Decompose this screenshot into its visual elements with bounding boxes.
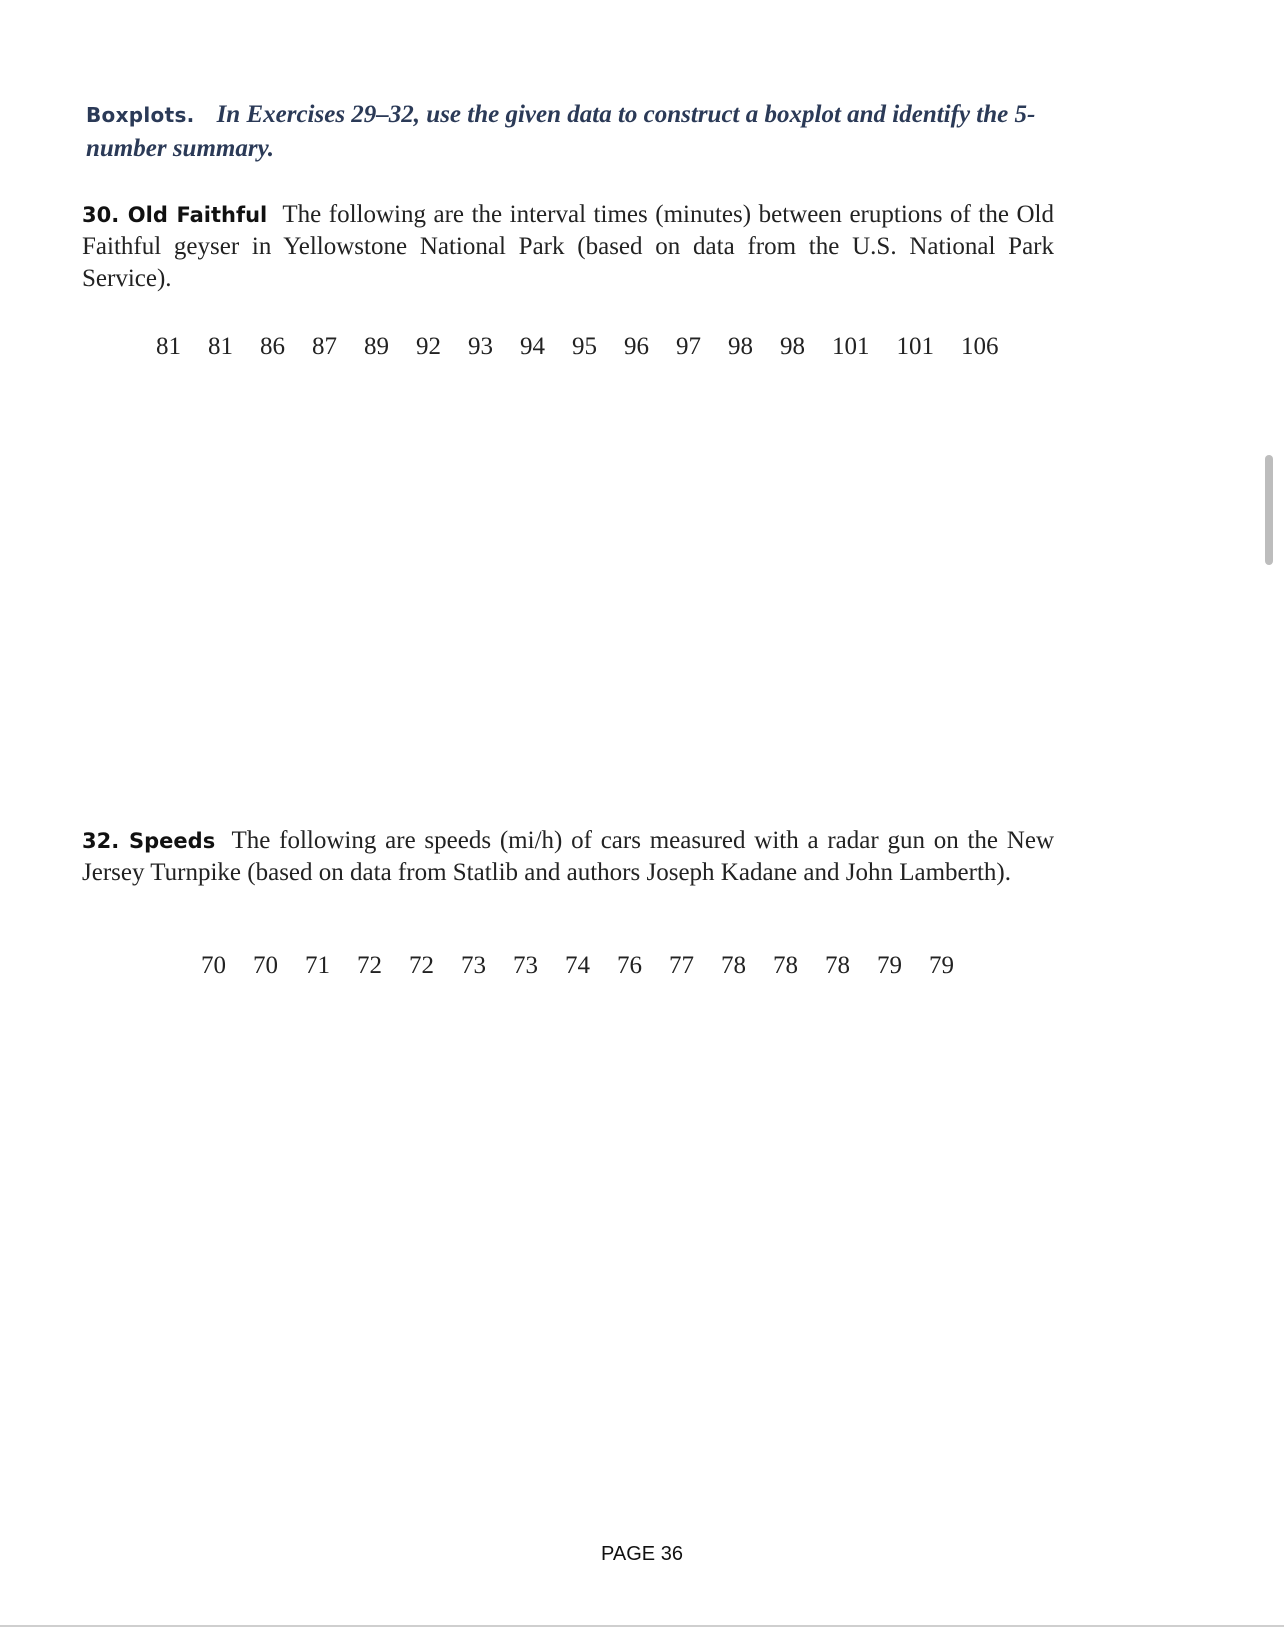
- data-value: 76: [617, 952, 642, 979]
- data-value: 72: [357, 952, 382, 979]
- data-value: 78: [721, 952, 746, 979]
- data-value: 78: [773, 952, 798, 979]
- data-value: 92: [416, 333, 441, 360]
- exercise-30-title: 30. Old Faithful: [82, 203, 268, 227]
- data-value: 93: [468, 333, 493, 360]
- data-value: 96: [624, 333, 649, 360]
- data-value: 98: [780, 333, 805, 360]
- data-value: 70: [253, 952, 278, 979]
- data-value: 89: [364, 333, 389, 360]
- data-value: 86: [260, 333, 285, 360]
- exercise-32: [82, 825, 1054, 889]
- section-heading: Boxplots.: [86, 103, 195, 127]
- data-value: 79: [877, 952, 902, 979]
- exercise-32-data-row: [201, 952, 954, 980]
- section-instruction: In Exercises 29–32, use the given data to construct a boxplot and identify the 5-number summary.: [86, 101, 1036, 162]
- data-value: 77: [669, 952, 694, 979]
- section-header: [86, 98, 1076, 165]
- data-value: 97: [676, 333, 701, 360]
- data-value: 70: [201, 952, 226, 979]
- exercise-30: [82, 199, 1054, 295]
- exercise-30-data-row: [156, 333, 999, 361]
- exercise-32-title: 32. Speeds: [82, 829, 216, 853]
- data-value: 78: [825, 952, 850, 979]
- exercise-30-text: The following are the interval times (minutes) between eruptions of the Old Faithful geyser in Yellowstone National Park (based on data from the U.S. National Park Service).: [82, 201, 1054, 292]
- data-value: 101: [832, 333, 870, 360]
- data-value: 71: [305, 952, 330, 979]
- data-value: 79: [929, 952, 954, 979]
- data-value: 81: [156, 333, 181, 360]
- data-value: 73: [461, 952, 486, 979]
- data-value: 74: [565, 952, 590, 979]
- data-value: 87: [312, 333, 337, 360]
- data-value: 95: [572, 333, 597, 360]
- data-value: 101: [896, 333, 934, 360]
- data-value: 72: [409, 952, 434, 979]
- page-number: PAGE 36: [601, 1543, 683, 1565]
- page-bottom-divider: [0, 1625, 1284, 1627]
- scrollbar-thumb[interactable]: [1265, 455, 1273, 565]
- data-value: 81: [208, 333, 233, 360]
- exercise-32-text: The following are speeds (mi/h) of cars measured with a radar gun on the New Jersey Turnpike (based on data from Statlib and authors Joseph Kadane and John Lamberth).: [82, 827, 1054, 886]
- data-value: 94: [520, 333, 545, 360]
- data-value: 73: [513, 952, 538, 979]
- data-value: 106: [961, 333, 999, 360]
- data-value: 98: [728, 333, 753, 360]
